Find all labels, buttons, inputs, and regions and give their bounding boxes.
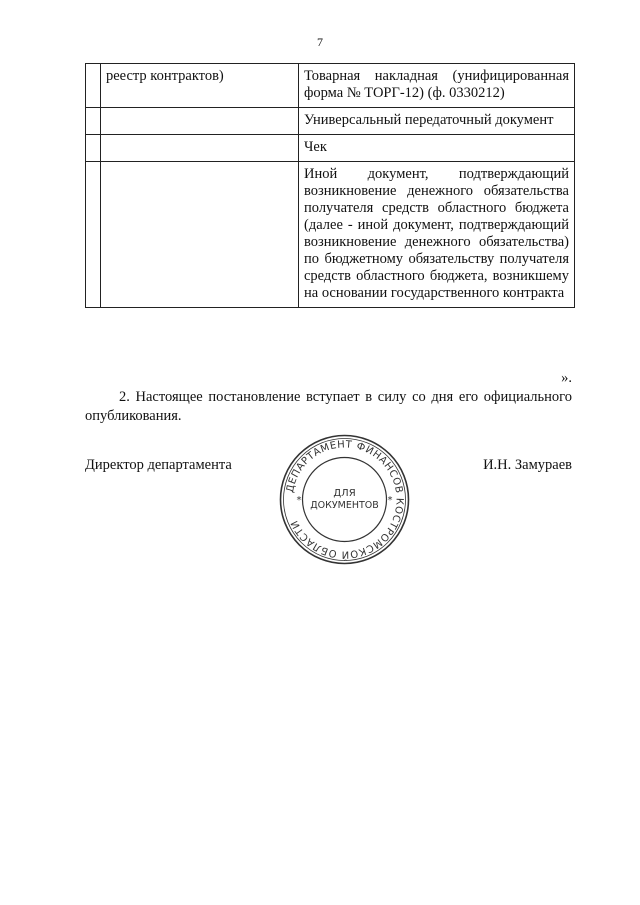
index-cell: [86, 64, 101, 108]
document-type-cell: [101, 162, 299, 308]
index-cell: [86, 108, 101, 135]
table-row: [86, 108, 575, 135]
index-cell: [86, 135, 101, 162]
official-seal: [277, 432, 412, 567]
registry-table: [85, 63, 575, 308]
supporting-document-cell: Товарная накладная (унифицированная форма № ТОРГ-12) (ф. 0330212): [299, 64, 575, 108]
table-row: [86, 64, 575, 108]
seal-star-left: *: [296, 495, 302, 506]
effective-date-paragraph: 2. Настоящее постановление вступает в силу со дня его официального опубликования.: [85, 389, 572, 424]
index-cell: [86, 162, 101, 308]
supporting-document-cell: Чек: [299, 135, 575, 162]
supporting-document-cell: Универсальный передаточный документ: [299, 108, 575, 135]
seal-center-line-2: ДОКУМЕНТОВ: [310, 500, 379, 511]
document-type-cell: [101, 135, 299, 162]
supporting-document-cell: Иной документ, подтверждающий возникновение денежного обязательства получателя средств областного бюджета (далее - иной документ, подтверждающий возникновение денежного обязательства) по бюджетному обязательству получателя средств областного бюджета, возникшему на основании государственного контракта: [299, 162, 575, 308]
table-row: [86, 162, 575, 308]
seal-center-line-1: ДЛЯ: [333, 488, 356, 499]
table-row: [86, 135, 575, 162]
document-type-cell: [101, 108, 299, 135]
seal-outer-text: ДЕПАРТАМЕНТ ФИНАНСОВ КОСТРОМСКОЙ ОБЛАСТИ: [284, 439, 405, 560]
seal-star-right: *: [387, 495, 393, 506]
page-number: 7: [317, 35, 323, 49]
signer-name: И.Н. Замураев: [483, 457, 572, 473]
document-type-cell: реестр контрактов): [101, 64, 299, 108]
closing-quote: ».: [561, 370, 572, 386]
signer-title: Директор департамента: [85, 457, 232, 473]
